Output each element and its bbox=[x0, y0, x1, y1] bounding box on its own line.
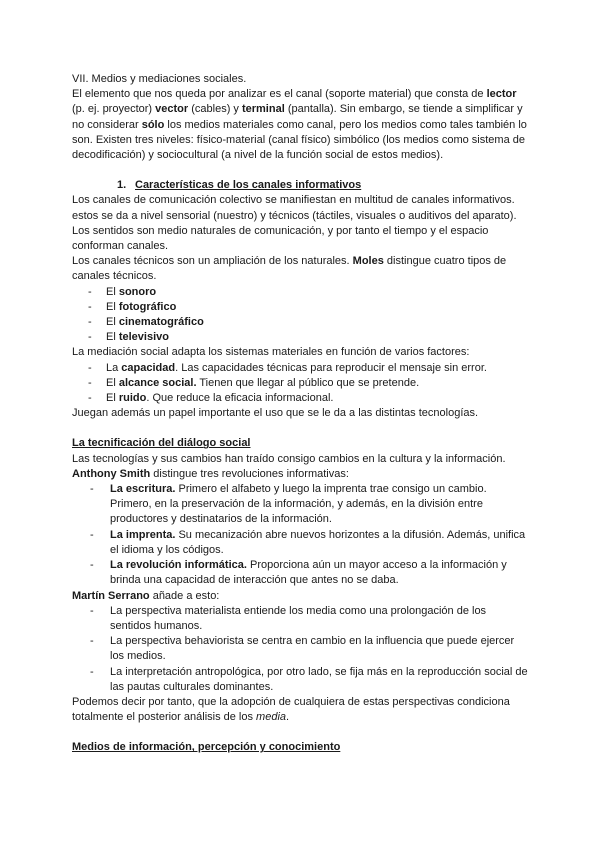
list-item: - El televisivo bbox=[72, 330, 530, 345]
factors-list bbox=[72, 361, 530, 407]
list-item: - La perspectiva behaviorista se centra en cambio en la influencia que puede ejercer los medios. bbox=[72, 634, 530, 664]
list-item: - La interpretación antropológica, por otro lado, se fija más en la reproducción social de las pautas culturales dominantes. bbox=[72, 665, 530, 695]
section-title: VII. Medios y mediaciones sociales. bbox=[72, 73, 247, 85]
section2-paragraph-2: Anthony Smith distingue tres revoluciones informativas: bbox=[72, 467, 349, 480]
revolutions-list bbox=[72, 482, 530, 588]
list-item: - El fotográfico bbox=[72, 300, 530, 315]
section2-paragraph-3: Martín Serrano añade a esto: bbox=[72, 589, 220, 602]
list-item: - La imprenta. Su mecanización abre nuevos horizontes a la difusión. Además, unifica el idioma y los códigos. bbox=[72, 528, 530, 558]
list-item: - La escritura. Primero el alfabeto y luego la imprenta trae consigo un cambio. Primero, en la preservación de la información, y además, en la división entre productores y destinatarios de la información. bbox=[72, 482, 530, 528]
list-item: - El sonoro bbox=[72, 285, 530, 300]
channel-types-list bbox=[72, 285, 530, 346]
section1-paragraph-2: Los canales técnicos son un ampliación de los naturales. Moles distingue cuatro tipos de canales técnicos. bbox=[72, 255, 507, 283]
section3-heading: Medios de información, percepción y conocimiento bbox=[72, 741, 341, 754]
list-item: - La perspectiva materialista entiende los media como una prolongación de los sentidos humanos. bbox=[72, 604, 530, 634]
list-item: - La capacidad. Las capacidades técnicas para reproducir el mensaje sin error. bbox=[72, 361, 530, 376]
section2-paragraph-4: Podemos decir por tanto, que la adopción de cualquiera de estas perspectivas condiciona totalmente el posterior análisis de los media. bbox=[72, 695, 510, 724]
section1-paragraph-1: Los canales de comunicación colectivo se manifiestan en multitud de canales informativos. estos se da a nivel sensorial (nuestro) y técnicos (táctiles, visuales o auditivos del aparato). Los sentidos son medio naturales de comunicación, y por tanto el tiempo y el espacio conforman canales. bbox=[72, 194, 517, 253]
perspectives-list bbox=[72, 604, 530, 695]
list-item: - El alcance social. Tienen que llegar al público que se pretende. bbox=[72, 376, 530, 391]
list-item: - El cinematográfico bbox=[72, 315, 530, 330]
section2-paragraph-1: Las tecnologías y sus cambios han traído consigo cambios en la cultura y la información. bbox=[72, 452, 506, 465]
section1-paragraph-4: Juegan además un papel importante el uso que se le da a las distintas tecnologías. bbox=[72, 407, 479, 420]
section1-paragraph-3: La mediación social adapta los sistemas materiales en función de varios factores: bbox=[72, 346, 470, 359]
section1-heading: 1. Características de los canales informativos bbox=[117, 179, 362, 192]
section2-heading: La tecnificación del diálogo social bbox=[72, 437, 251, 450]
intro-paragraph: El elemento que nos queda por analizar es el canal (soporte material) que consta de lector (p. ej. proyector) vector (cables) y terminal (pantalla). Sin embargo, se tiende a simplificar y no considerar sólo los medios materiales como canal, pero los medios como tales también lo son. Existen tres niveles: físico-material (canal físico) simbólico (los medios como sistema de decodificación) y sociocultural (a nivel de la función social de estos medios). bbox=[72, 88, 527, 162]
list-item: - La revolución informática. Proporciona aún un mayor acceso a la información y brinda una capacidad de interacción que antes no se daba. bbox=[72, 558, 530, 588]
list-item: - El ruido. Que reduce la eficacia informacional. bbox=[72, 391, 530, 406]
